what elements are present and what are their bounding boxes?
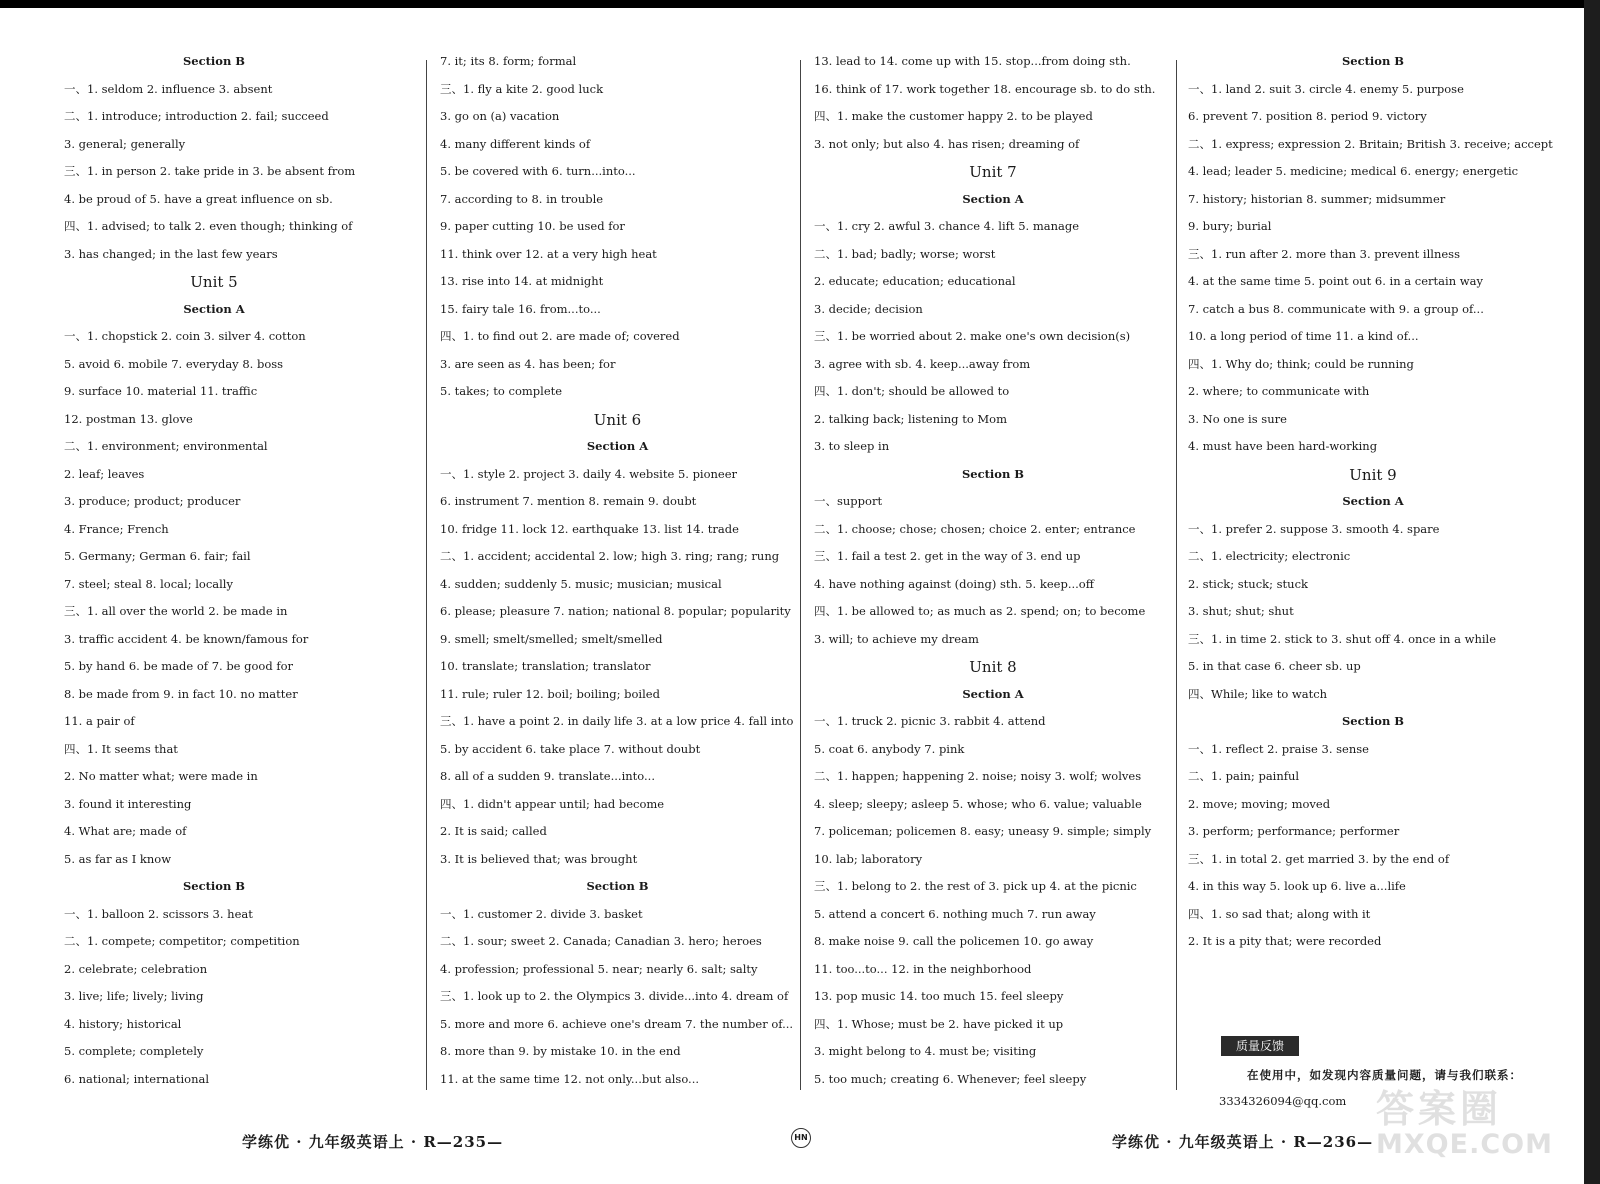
answer-line: 3. to sleep in: [814, 439, 890, 453]
answer-line: 11. a pair of: [64, 714, 135, 728]
answer-line: 二、1. pain; painful: [1188, 769, 1300, 783]
answer-line: 3. produce; product; producer: [64, 494, 241, 508]
answer-line: 5. attend a concert 6. nothing much 7. run away: [814, 906, 1096, 921]
answer-line: 13. lead to 14. come up with 15. stop...from doing sth.: [814, 54, 1131, 68]
answer-line: 6. national; international: [64, 1071, 210, 1086]
answer-line: 四、1. to find out 2. are made of; covered: [440, 329, 680, 343]
answer-line: 二、1. accident; accidental 2. low; high 3. ring; rang; rung: [440, 549, 780, 563]
section-heading: Section A: [962, 686, 1024, 701]
answer-line: 四、1. It seems that: [64, 741, 178, 756]
answer-line: 二、1. bad; badly; worse; worst: [814, 246, 996, 261]
column-divider-3: [1176, 60, 1177, 1090]
answer-line: 3. has changed; in the last few years: [64, 246, 278, 261]
top-border: [0, 0, 1600, 8]
answer-line: 5. by accident 6. take place 7. without doubt: [440, 741, 701, 756]
answer-line: 8. all of a sudden 9. translate...into...: [440, 769, 655, 783]
answer-line: 4. history; historical: [64, 1016, 182, 1031]
answer-line: 4. lead; leader 5. medicine; medical 6. energy; energetic: [1188, 164, 1519, 178]
watermark-site: MXQE.COM: [1376, 1129, 1553, 1160]
answer-line: 一、1. seldom 2. influence 3. absent: [64, 81, 273, 96]
answer-line: 3. found it interesting: [64, 796, 192, 811]
answer-line: 二、1. sour; sweet 2. Canada; Canadian 3. hero; heroes: [440, 934, 762, 948]
answer-line: 4. profession; professional 5. near; nearly 6. salt; salty: [440, 961, 758, 976]
unit-title: Unit 6: [593, 410, 642, 429]
quality-feedback-text: 在使用中，如发现内容质量问题，请与我们联系：: [1247, 1068, 1522, 1082]
answer-line: 4. sudden; suddenly 5. music; musician; musical: [440, 576, 722, 591]
right-edge: [1584, 0, 1600, 1184]
answer-line: 5. avoid 6. mobile 7. everyday 8. boss: [64, 356, 284, 371]
answer-line: 13. pop music 14. too much 15. feel sleepy: [814, 989, 1064, 1003]
answer-line: 6. prevent 7. position 8. period 9. victory: [1188, 109, 1427, 123]
answer-line: 4. in this way 5. look up 6. live a...life: [1188, 879, 1406, 893]
answer-line: 11. rule; ruler 12. boil; boiling; boiled: [440, 686, 660, 701]
watermark: [1376, 1088, 1586, 1166]
answer-line: 三、1. fail a test 2. get in the way of 3. end up: [814, 549, 1081, 563]
unit-title: Unit 5: [190, 273, 238, 291]
answer-line: 5. Germany; German 6. fair; fail: [64, 549, 251, 563]
answer-line: 3. No one is sure: [1188, 411, 1287, 426]
answer-line: 三、1. all over the world 2. be made in: [64, 604, 288, 618]
answer-line: 10. fridge 11. lock 12. earthquake 13. list 14. trade: [440, 521, 739, 536]
footer-left: 学练优 · 九年级英语上 · R—235—: [242, 1133, 504, 1151]
unit-title: Unit 9: [1349, 465, 1397, 484]
publisher-logo: HN: [791, 1128, 811, 1148]
column-divider-2: [800, 60, 801, 1090]
answer-line: 四、1. didn't appear until; had become: [440, 796, 665, 811]
answer-line: 三、1. run after 2. more than 3. prevent illness: [1188, 246, 1460, 261]
answer-line: 3. agree with sb. 4. keep...away from: [814, 356, 1031, 371]
answer-line: 3. general; generally: [64, 136, 186, 151]
column-divider-1: [426, 60, 427, 1090]
answer-line: 3. might belong to 4. must be; visiting: [814, 1044, 1037, 1058]
answer-line: 4. sleep; sleepy; asleep 5. whose; who 6. value; valuable: [814, 796, 1142, 811]
answer-line: 二、1. express; expression 2. Britain; British 3. receive; accept: [1188, 136, 1553, 151]
answer-line: 四、1. be allowed to; as much as 2. spend; on; to become: [814, 604, 1146, 618]
answer-line: 一、1. reflect 2. praise 3. sense: [1188, 741, 1369, 756]
answer-line: 四、While; like to watch: [1188, 686, 1328, 701]
answer-line: 二、1. environment; environmental: [64, 439, 268, 453]
answer-line: 3. are seen as 4. has been; for: [440, 356, 616, 371]
answer-line: 12. postman 13. glove: [64, 411, 193, 426]
answer-line: 2. celebrate; celebration: [64, 961, 208, 976]
answer-line: 5. be covered with 6. turn...into...: [440, 164, 636, 178]
answer-line: 5. too much; creating 6. Whenever; feel sleepy: [814, 1071, 1087, 1086]
section-heading: Section A: [1342, 494, 1404, 508]
answer-line: 6. instrument 7. mention 8. remain 9. doubt: [440, 494, 697, 508]
answer-line: 一、1. balloon 2. scissors 3. heat: [64, 906, 253, 921]
footer-right: 学练优 · 九年级英语上 · R—236—: [1112, 1133, 1374, 1151]
answer-line: 10. a long period of time 11. a kind of...: [1188, 329, 1419, 343]
answer-line: 四、1. make the customer happy 2. to be played: [814, 109, 1093, 123]
section-heading: Section A: [586, 439, 649, 453]
answer-line: 3. decide; decision: [814, 301, 923, 316]
answer-line: 4. must have been hard-working: [1188, 439, 1378, 453]
answer-line: 3. It is believed that; was brought: [440, 851, 638, 866]
answer-line: 四、1. advised; to talk 2. even though; thinking of: [64, 219, 353, 233]
answer-line: 7. policeman; policemen 8. easy; uneasy 9. simple; simply: [814, 824, 1152, 838]
section-heading: Section A: [962, 191, 1024, 206]
answer-line: 15. fairy tale 16. from...to...: [440, 301, 601, 316]
answer-line: 3. shut; shut; shut: [1188, 604, 1294, 618]
answer-line: 5. complete; completely: [64, 1044, 204, 1058]
answer-line: 3. traffic accident 4. be known/famous for: [64, 631, 309, 646]
answer-line: 6. please; pleasure 7. nation; national 8. popular; popularity: [440, 604, 791, 618]
answer-line: 5. as far as I know: [64, 851, 172, 866]
answer-line: 9. smell; smelt/smelled; smelt/smelled: [440, 631, 663, 646]
answer-line: 7. catch a bus 8. communicate with 9. a group of...: [1188, 301, 1484, 316]
answer-line: 三、1. have a point 2. in daily life 3. at a low price 4. fall into: [440, 714, 794, 728]
answer-line: 三、1. belong to 2. the rest of 3. pick up 4. at the picnic: [814, 879, 1137, 893]
answer-line: 4. What are; made of: [64, 824, 187, 838]
answer-line: 3. perform; performance; performer: [1188, 824, 1400, 838]
answer-line: 一、support: [814, 494, 883, 508]
answer-line: 三、1. fly a kite 2. good luck: [440, 81, 604, 96]
answer-line: 一、1. style 2. project 3. daily 4. website 5. pioneer: [440, 466, 738, 481]
answer-line: 9. paper cutting 10. be used for: [440, 219, 625, 233]
section-heading: Section B: [961, 466, 1025, 481]
quality-feedback-badge: 质量反馈: [1221, 1036, 1299, 1056]
answer-line: 一、1. chopstick 2. coin 3. silver 4. cotton: [64, 329, 306, 343]
answer-line: 7. steel; steal 8. local; locally: [64, 576, 233, 591]
answer-line: 3. will; to achieve my dream: [814, 631, 979, 646]
unit-title: Unit 7: [969, 163, 1017, 181]
section-heading: Section B: [1341, 714, 1405, 728]
answer-line: 7. history; historian 8. summer; midsummer: [1188, 191, 1446, 206]
answer-line: 4. at the same time 5. point out 6. in a certain way: [1188, 274, 1483, 288]
answer-line: 3. live; life; lively; living: [64, 989, 204, 1003]
answer-line: 三、1. look up to 2. the Olympics 3. divide...into 4. dream of: [440, 989, 789, 1003]
section-heading: Section B: [1341, 54, 1405, 68]
answer-line: 10. translate; translation; translator: [440, 659, 651, 673]
answer-line: 11. too...to... 12. in the neighborhood: [814, 961, 1032, 976]
answer-line: 2. It is said; called: [440, 824, 547, 838]
answer-line: 三、1. in total 2. get married 3. by the end of: [1188, 851, 1450, 866]
answer-line: 4. have nothing against (doing) sth. 5. keep...off: [814, 576, 1094, 591]
answer-line: 2. talking back; listening to Mom: [814, 411, 1008, 426]
answer-line: 5. in that case 6. cheer sb. up: [1188, 659, 1361, 673]
answer-line: 四、1. Whose; must be 2. have picked it up: [814, 1016, 1064, 1031]
answer-line: 2. leaf; leaves: [64, 466, 145, 481]
answer-line: 二、1. compete; competitor; competition: [64, 934, 300, 948]
section-heading: Section B: [586, 879, 649, 893]
answer-line: 16. think of 17. work together 18. encourage sb. to do sth.: [814, 81, 1156, 96]
answer-line: 2. stick; stuck; stuck: [1188, 576, 1308, 591]
answer-line: 8. make noise 9. call the policemen 10. go away: [814, 934, 1094, 948]
answer-line: 4. France; French: [64, 521, 169, 536]
answer-line: 11. think over 12. at a very high heat: [440, 246, 657, 261]
answer-line: 三、1. be worried about 2. make one's own decision(s): [814, 329, 1131, 343]
answer-line: 13. rise into 14. at midnight: [440, 274, 604, 288]
answer-line: 4. many different kinds of: [440, 136, 591, 151]
answer-line: 一、1. cry 2. awful 3. chance 4. lift 5. manage: [814, 219, 1080, 233]
answer-line: 一、1. customer 2. divide 3. basket: [440, 906, 643, 921]
answer-line: 2. where; to communicate with: [1188, 384, 1370, 398]
answer-line: 5. by hand 6. be made of 7. be good for: [64, 659, 294, 673]
answer-line: 三、1. in time 2. stick to 3. shut off 4. once in a while: [1188, 631, 1497, 646]
answer-line: 9. surface 10. material 11. traffic: [64, 384, 258, 398]
answer-line: 10. lab; laboratory: [814, 851, 923, 866]
answer-line: 二、1. electricity; electronic: [1188, 549, 1351, 563]
answer-line: 3. go on (a) vacation: [440, 109, 560, 123]
answer-line: 2. No matter what; were made in: [64, 769, 258, 783]
answer-line: 一、1. truck 2. picnic 3. rabbit 4. attend: [814, 714, 1046, 728]
answer-line: 3. not only; but also 4. has risen; dreaming of: [814, 136, 1080, 151]
answer-line: 5. takes; to complete: [440, 384, 563, 398]
answer-line: 2. move; moving; moved: [1188, 796, 1331, 811]
answer-line: 三、1. in person 2. take pride in 3. be absent from: [64, 164, 356, 178]
answer-line: 9. bury; burial: [1188, 219, 1272, 233]
answer-line: 四、1. don't; should be allowed to: [814, 384, 1010, 398]
section-heading: Section A: [183, 301, 245, 316]
answer-line: 二、1. choose; chose; chosen; choice 2. enter; entrance: [814, 521, 1136, 536]
answer-line: 2. educate; education; educational: [814, 274, 1016, 288]
unit-title: Unit 8: [969, 658, 1017, 676]
section-heading: Section B: [182, 879, 246, 893]
answer-line: 11. at the same time 12. not only...but also...: [440, 1071, 700, 1086]
answer-line: 二、1. happen; happening 2. noise; noisy 3. wolf; wolves: [814, 769, 1142, 783]
answer-line: 7. it; its 8. form; formal: [440, 54, 577, 68]
answer-line: 一、1. land 2. suit 3. circle 4. enemy 5. purpose: [1188, 81, 1464, 96]
answer-line: 一、1. prefer 2. suppose 3. smooth 4. spare: [1188, 521, 1440, 536]
answer-line: 4. be proud of 5. have a great influence on sb.: [64, 191, 333, 206]
answer-line: 7. according to 8. in trouble: [440, 191, 604, 206]
section-heading: Section B: [182, 54, 246, 68]
answer-line: 8. more than 9. by mistake 10. in the end: [440, 1044, 681, 1058]
answer-line: 二、1. introduce; introduction 2. fail; succeed: [64, 109, 329, 123]
watermark-title: 答案圈: [1376, 1087, 1503, 1131]
answer-line: 四、1. Why do; think; could be running: [1188, 356, 1414, 371]
feedback-email: 3334326094@qq.com: [1219, 1094, 1347, 1108]
answer-line: 5. coat 6. anybody 7. pink: [814, 741, 965, 756]
answer-line: 8. be made from 9. in fact 10. no matter: [64, 686, 298, 701]
answer-line: 5. more and more 6. achieve one's dream 7. the number of...: [440, 1016, 794, 1031]
answer-line: 四、1. so sad that; along with it: [1188, 906, 1371, 921]
answer-line: 2. It is a pity that; were recorded: [1188, 934, 1382, 948]
